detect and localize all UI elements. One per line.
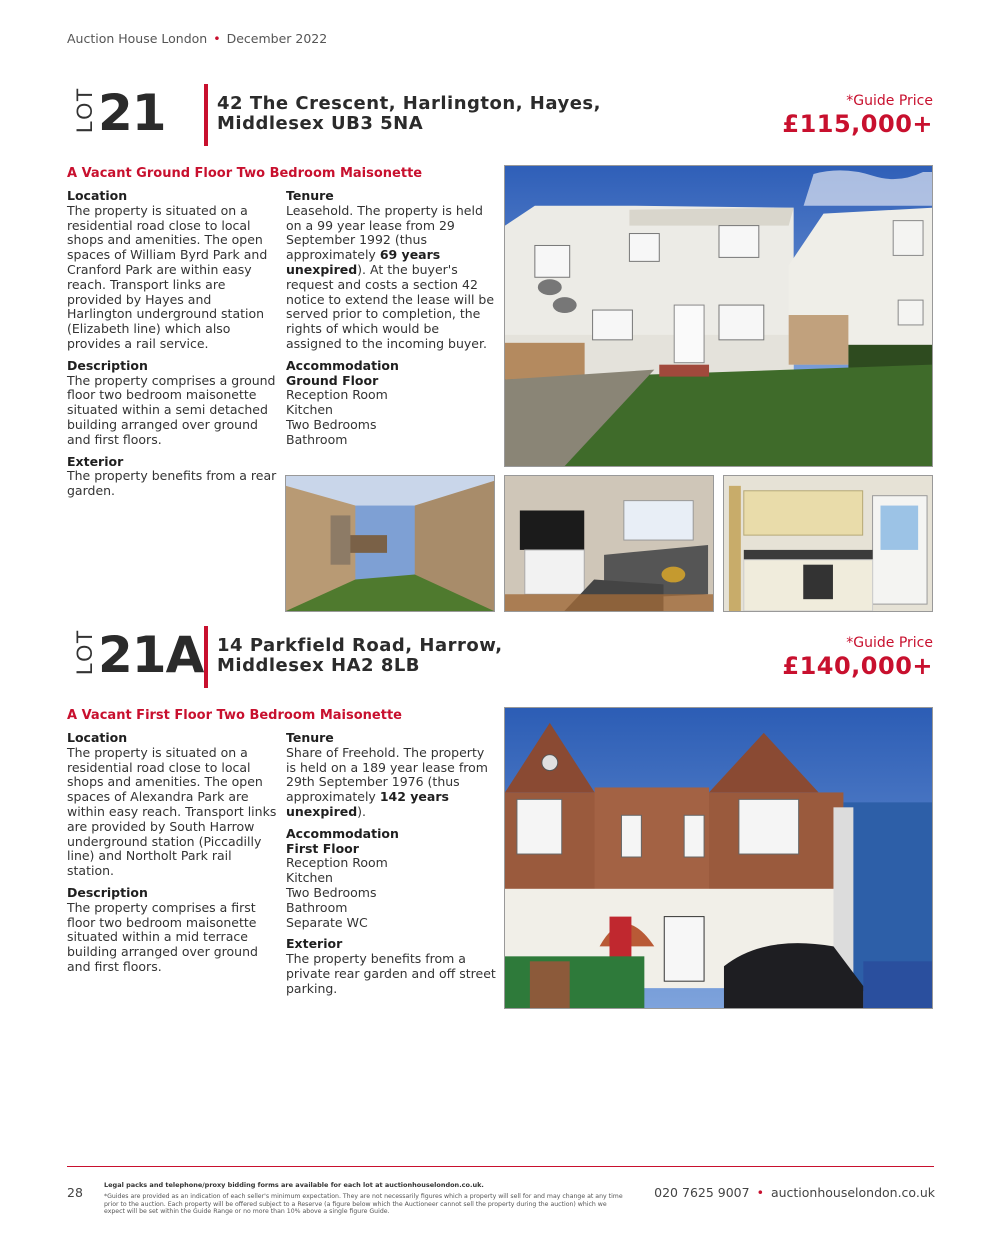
separator-dot: • — [756, 1185, 764, 1200]
property-address — [217, 636, 637, 676]
phone-number: 020 7625 9007 — [654, 1185, 750, 1200]
room-item: Bathroom — [286, 431, 348, 447]
address-line-2: Middlesex UB3 5NA — [217, 113, 424, 134]
exterior-heading: Exterior — [67, 453, 124, 469]
lot-left-column — [67, 189, 279, 506]
location-heading: Location — [67, 730, 128, 745]
lot-number: 21 — [98, 84, 166, 142]
page-header — [67, 31, 327, 46]
room-item: Two Bedrooms — [286, 884, 377, 900]
guide-price-value: £140,000+ — [782, 652, 933, 680]
separator-dot: • — [213, 31, 221, 46]
location-text: The property is situated on a residential road close to local shops and amenities. The open spaces of Alexandra Park are within easy reach. Transport links are provided by South Harrow underground station (Piccadilly line) and Northolt Park rail station. — [67, 744, 277, 879]
lot-divider — [204, 626, 208, 688]
description-text: The property comprises a ground floor two bedroom maisonette situated within a semi detached building arranged over ground and first floors. — [67, 372, 276, 447]
tenure-text-part: Share of Freehold. The property is held on a 189 year lease from 29th September 1976 (thus approximately — [286, 744, 488, 805]
accommodation-heading: Accommodation — [286, 825, 399, 841]
front-exterior-photo — [504, 165, 933, 467]
exterior-heading: Exterior — [286, 936, 343, 952]
footer-contact — [640, 1185, 935, 1200]
tenure-unexpired: 69 years unexpired — [286, 247, 441, 277]
description-text: The property comprises a first floor two bedroom maisonette situated within a mid terrace building arranged over ground and first floors. — [67, 899, 258, 974]
tenure-heading: Tenure — [286, 730, 334, 745]
lot-label: LOT — [72, 629, 97, 675]
exterior-text: The property benefits from a private rear garden and off street parking. — [286, 951, 496, 996]
guide-price-label: *Guide Price — [846, 93, 933, 109]
exterior-text: The property benefits from a rear garden. — [67, 468, 277, 499]
room-item: Kitchen — [286, 402, 333, 418]
floor-heading: Ground Floor — [286, 372, 379, 388]
kitchen-photo — [723, 475, 933, 612]
room-item: Two Bedrooms — [286, 416, 377, 432]
location-text: The property is situated on a residential road close to local shops and amenities. The open spaces of William Byrd Park and Cranford Park are within easy reach. Transport links are provided by Hayes and Harlington underground station (Elizabeth line) which also provides a rail service. — [67, 202, 268, 351]
lot-number: 21A — [98, 626, 204, 684]
tenure-text-part: Leasehold. The property is held on a 99 year lease from 29 September 1992 (thus approximately — [286, 202, 483, 263]
address-line-1: 42 The Crescent, Harlington, Hayes, — [217, 93, 601, 114]
page-number: 28 — [67, 1185, 83, 1200]
lot-right-column — [286, 731, 498, 1004]
lot-divider — [204, 84, 208, 146]
guide-disclaimer: *Guides are provided as an indication of each seller's minimum expectation. They are not necessarily figures which a property will sell for and may change at any time prior to the auction. Each property will be offered subject to a Reserve (a figure below which the Auctioneer cannot sell the property during the auction) which we expect will be set within the Guide Range or no more than 10% above a single figure Guide. — [104, 1193, 623, 1216]
description-heading: Description — [67, 357, 148, 373]
publisher-name: Auction House London — [67, 31, 208, 46]
living-room-photo — [504, 475, 714, 612]
tenure-heading: Tenure — [286, 188, 334, 203]
room-item: Kitchen — [286, 870, 333, 886]
legal-pack-note: Legal packs and telephone/proxy bidding forms are available for each lot at auctionhouselondon.co.uk. — [104, 1181, 484, 1189]
room-item: Reception Room — [286, 855, 388, 871]
tenure-text — [286, 746, 498, 820]
issue-date: December 2022 — [226, 31, 328, 46]
lot-subtitle: A Vacant First Floor Two Bedroom Maisonette — [67, 708, 402, 723]
tenure-text — [286, 204, 498, 352]
website-link[interactable]: auctionhouselondon.co.uk — [770, 1185, 935, 1200]
accommodation-heading: Accommodation — [286, 357, 399, 373]
tenure-unexpired: 142 years unexpired — [286, 789, 449, 819]
address-line-2: Middlesex HA2 8LB — [217, 655, 421, 676]
property-address — [217, 94, 637, 134]
lot-label: LOT — [72, 87, 97, 133]
description-heading: Description — [67, 884, 148, 900]
lot-left-column — [67, 731, 279, 982]
lot-right-column — [286, 189, 498, 448]
rear-garden-photo — [285, 475, 495, 612]
guide-price-label: *Guide Price — [846, 635, 933, 651]
footer-rule — [67, 1166, 934, 1167]
tenure-text-part: ). At the buyer's request and costs a section 42 notice to extend the lease will be served prior to completion, the rights of which would be assigned to the incoming buyer. — [286, 261, 495, 351]
tenure-text-part: ). — [357, 803, 367, 819]
terrace-exterior-photo — [504, 707, 933, 1009]
room-item: Reception Room — [286, 387, 388, 403]
location-heading: Location — [67, 188, 128, 203]
room-item: Bathroom — [286, 899, 348, 915]
lot-subtitle: A Vacant Ground Floor Two Bedroom Maisonette — [67, 166, 423, 181]
floor-heading: First Floor — [286, 840, 359, 856]
room-item: Separate WC — [286, 914, 368, 930]
guide-price-value: £115,000+ — [782, 110, 933, 138]
address-line-1: 14 Parkfield Road, Harrow, — [217, 635, 503, 656]
